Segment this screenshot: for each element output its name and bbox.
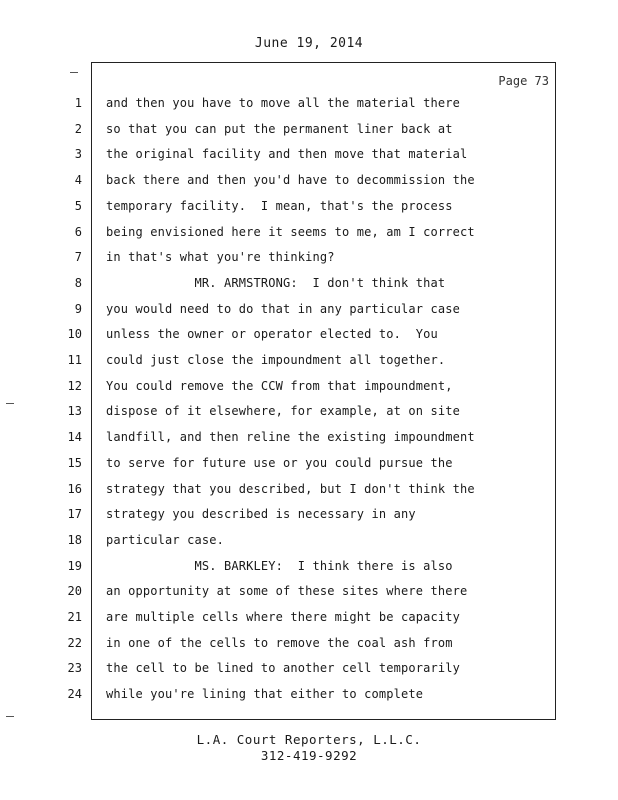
line-number: 24 [67,687,82,701]
transcript-line-text: unless the owner or operator elected to. You [106,327,438,341]
transcript-line-text: while you're lining that either to complete [106,687,424,701]
transcript-line-text: to serve for future use or you could pursue the [106,456,453,470]
line-number: 22 [67,636,82,650]
line-number: 23 [67,661,82,675]
margin-tick [6,716,14,717]
line-number: 6 [74,225,82,239]
line-number: 9 [74,302,82,316]
line-number: 11 [67,353,82,367]
transcript-line-text: in one of the cells to remove the coal ash from [106,636,453,650]
transcript-line-text: strategy that you described, but I don't think the [106,482,475,496]
line-number: 7 [74,250,82,264]
line-number: 13 [67,404,82,418]
transcript-line-text: MS. BARKLEY: I think there is also [106,559,453,573]
transcript-line-text: temporary facility. I mean, that's the process [106,199,453,213]
transcript-line-text: landfill, and then reline the existing impoundment [106,430,475,444]
transcript-line-text: MR. ARMSTRONG: I don't think that [106,276,446,290]
margin-tick [6,403,14,404]
transcript-line-text: an opportunity at some of these sites where there [106,584,468,598]
line-number: 3 [74,147,82,161]
line-number: 8 [74,276,82,290]
line-number: 10 [67,327,82,341]
line-number: 18 [67,533,82,547]
transcript-line-text: particular case. [106,533,224,547]
transcript-line-text: strategy you described is necessary in any [106,507,416,521]
footer-company: L.A. Court Reporters, L.L.C. [196,732,422,747]
transcript-line-text: and then you have to move all the material there [106,96,460,110]
line-number: 14 [67,430,82,444]
transcript-line-text: in that's what you're thinking? [106,250,335,264]
header-date: June 19, 2014 [254,36,364,51]
transcript-line-text: so that you can put the permanent liner back at [106,122,453,136]
line-number: 1 [74,96,82,110]
line-number: 12 [67,379,82,393]
page-label: Page 73 [498,74,549,88]
line-number: 21 [67,610,82,624]
transcript-line-text: you would need to do that in any particular case [106,302,460,316]
line-number: 5 [74,199,82,213]
line-number: 19 [67,559,82,573]
line-number: 2 [74,122,82,136]
line-number: 17 [67,507,82,521]
transcript-line-text: You could remove the CCW from that impoundment, [106,379,453,393]
line-number: 20 [67,584,82,598]
transcript-line-text: being envisioned here it seems to me, am I correct [106,225,475,239]
transcript-line-text: back there and then you'd have to decommission the [106,173,475,187]
footer-phone: 312-419-9292 [260,748,358,763]
transcript-line-text: are multiple cells where there might be capacity [106,610,460,624]
line-number: 15 [67,456,82,470]
transcript-line-text: the cell to be lined to another cell temporarily [106,661,460,675]
margin-tick [70,72,78,73]
transcript-line-text: the original facility and then move that material [106,147,468,161]
line-number: 16 [67,482,82,496]
transcript-line-text: dispose of it elsewhere, for example, at on site [106,404,460,418]
transcript-line-text: could just close the impoundment all together. [106,353,446,367]
line-number: 4 [74,173,82,187]
